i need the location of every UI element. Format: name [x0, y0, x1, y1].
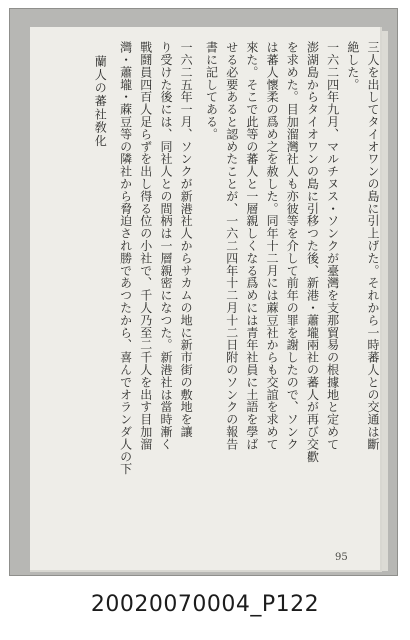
text-line: せる必要あると認めたことが、一六二四年十二月十二日附のソンクの報告	[224, 41, 239, 451]
text-line: 三人を出してタイオワンの島に引上げた。それから一時蕃人との交通は斷	[366, 41, 380, 451]
scan-frame	[9, 8, 398, 576]
text-line: 一六二四年九月、マルチヌス・ソンクが臺灣を支那貿易の根據地と定めて	[325, 41, 340, 451]
text-line: 灣・蕭壠・蔴豆等の隣社から脅迫され勝であつたから、喜んでオランダ人の下	[118, 41, 133, 475]
text-line: 書に記してある。	[204, 41, 219, 141]
text-line: 絶した。	[345, 41, 360, 91]
vertical-text-block	[60, 41, 380, 541]
text-line: を求めた。目加溜灣社人も亦彼等を介して前年の罪を謝したので、ソンク	[285, 41, 300, 451]
text-line: り受けた後には、同社人との間柄は一層親密になつた。新港社は當時漸く	[158, 41, 173, 451]
image-caption: 20020070004_P122	[90, 592, 320, 617]
text-line: 戰鬪員四百人足らずを出し得る位の小社で、千人乃至二千人を出す目加溜	[138, 41, 153, 451]
book-page	[30, 27, 382, 572]
text-line: は蕃人懷柔の爲め之を赦した。同年十二月には蔴豆社からも交誼を求めて	[265, 41, 280, 451]
text-line: 一六二五年一月、ソンクが新港社人からサカムの地に新市街の敷地を讓	[179, 41, 194, 438]
page-number: 95	[335, 552, 348, 563]
section-heading: 蘭人の蕃社敎化	[93, 55, 108, 148]
text-line: 來た。そこで此等の蕃人と一層親しくなる爲めには青年社員に土語を學ば	[244, 41, 259, 451]
text-line: 澎湖島からタイオワンの島に引移つた後、新港・蕭壠兩社の蕃人が再び交歡	[305, 41, 320, 463]
